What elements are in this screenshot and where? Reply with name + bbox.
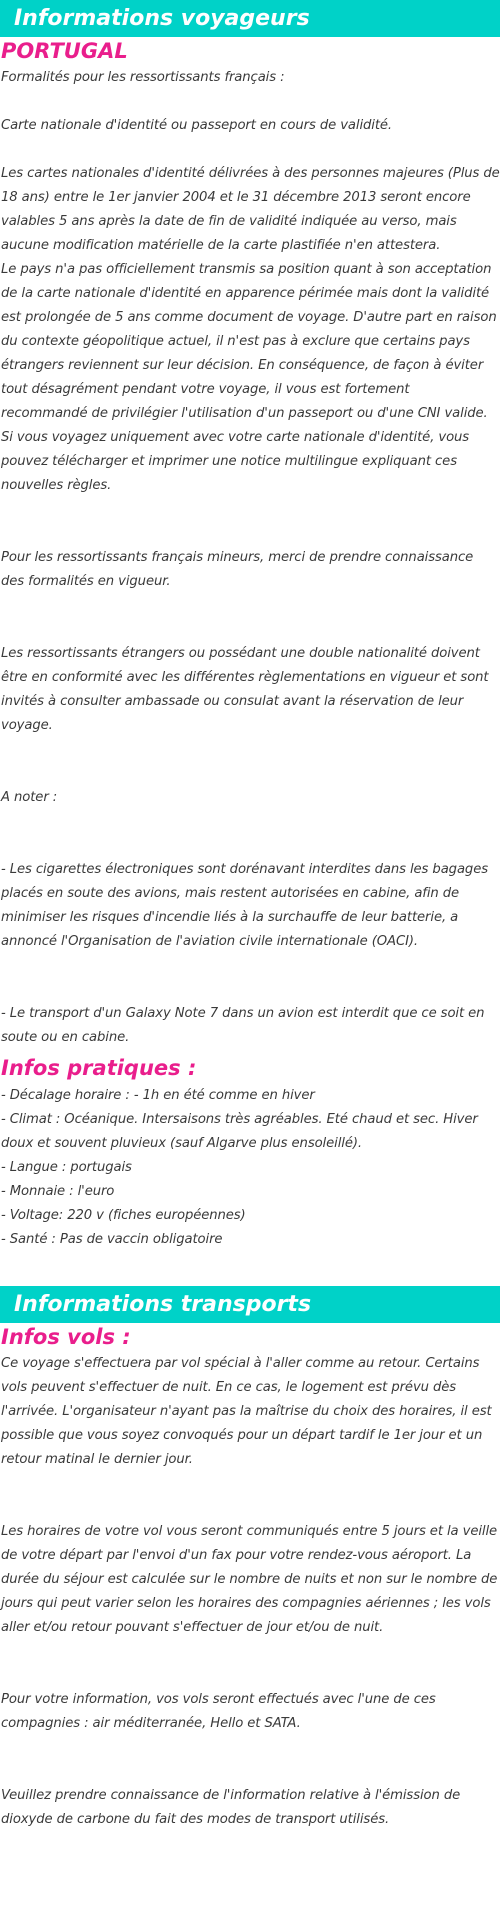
section-banner-transports: Informations transports [0,1286,500,1323]
infos-vols-title: Infos vols : [1,1324,131,1349]
cigarettes-note: - Les cigarettes électroniques sont dorénavant interdites dans les bagages placés en soute des avions, mais restent autorisées en cabine, afin de minimiser les risques d'incendie liés à la surchauffe de leur batterie, a annoncé l'Organisation de l'aviation civile internationale (OACI). [1,862,488,950]
vol-special-note: Ce voyage s'effectuera par vol spécial à l'aller comme au retour. Certains vols peuvent s'effectuer de nuit. En ce cas, le logement est prévu dès l'arrivée. L'organisateur n'ayant pas la maîtrise du choix des horaires, il est possible que vous soyez convoqués pour un départ tardif le 1er jour et un retour matinal le dernier jour. [1,1356,492,1468]
horaires-note: Les horaires de votre vol vous seront communiqués entre 5 jours et la veille de votre départ par l'envoi d'un fax pour votre rendez-vous aéroport. La durée du séjour est calculée sur le nombre de nuits et non sur le nombre de jours qui peut varier selon les horaires des compagnies aériennes ; les vols aller et/ou retour pouvant s'effectuer de jour et/ou de nuit. [1,1524,498,1636]
mineurs-note: Pour les ressortissants français mineurs, merci de prendre connaissance des formalités en vigueur. [1,550,474,590]
section-banner-voyageurs: Informations voyageurs [0,0,500,37]
co2-note: Veuillez prendre connaissance de l'information relative à l'émission de dioxyde de carbone du fait des modes de transport utilisés. [1,1788,461,1828]
cni-details: Les cartes nationales d'identité délivrées à des personnes majeures (Plus de 18 ans) entre le 1er janvier 2004 et le 31 décembre 2013 seront encore valables 5 ans après la date de fin de validité indiquée au verso, mais aucune modification matérielle de la carte plastifiée n'en attestera. Le pays n'a pas officiellement transmis sa position quant à son acceptation de la carte nationale d'identité en apparence périmée mais dont la validité est prolongée de 5 ans comme document de voyage. D'autre part en raison du contexte géopolitique actuel, il n'est pas à exclure que certains pays étrangers reviennent sur leur décision. En conséquence, de façon à éviter tout désagrément pendant votre voyage, il vous est fortement recommandé de privilégier l'utilisation d'un passeport ou d'une CNI valide. Si vous voyagez uniquement avec votre carte nationale d'identité, vous pouvez télécharger et imprimer une notice multilingue expliquant ces nouvelles règles. [1,166,500,494]
country-title: PORTUGAL [1,39,128,63]
formalites-intro: Formalités pour les ressortissants français : [1,70,285,86]
galaxy-note: - Le transport d'un Galaxy Note 7 dans un avion est interdit que ce soit en soute ou en cabine. [1,1006,485,1046]
etrangers-note: Les ressortissants étrangers ou possédant une double nationalité doivent être en conformité avec les différentes règlementations en vigueur et sont invités à consulter ambassade ou consulat avant la réservation de leur voyage. [1,646,489,734]
infos-pratiques-list: - Décalage horaire : - 1h en été comme en hiver - Climat : Océanique. Intersaisons très agréables. Eté chaud et sec. Hiver doux et souvent pluvieux (sauf Algarve plus ensoleillé). - Langue : portugais - Monnaie : l'euro - Voltage: 220 v (fiches européennes) - Santé : Pas de vaccin obligatoire [1,1087,478,1247]
cni-requirement: Carte nationale d'identité ou passeport en cours de validité. [1,118,393,134]
a-noter-label: A noter : [1,790,58,806]
infos-pratiques-title: Infos pratiques : [1,1056,197,1081]
compagnies-note: Pour votre information, vos vols seront effectués avec l'une de ces compagnies : air méditerranée, Hello et SATA. [1,1692,436,1732]
